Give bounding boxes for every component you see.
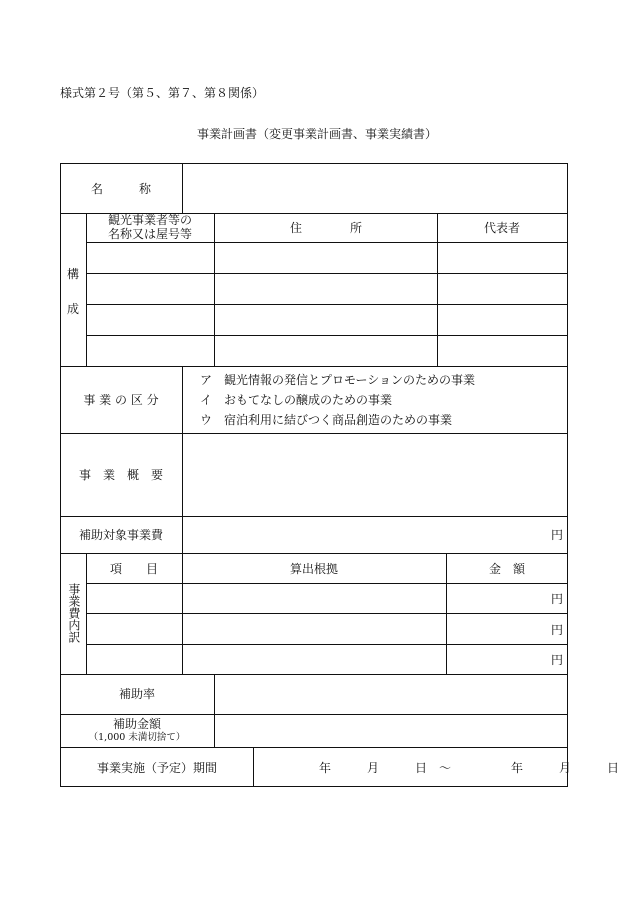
breakdown-amount-cell[interactable]	[448, 615, 548, 643]
breakdown-side-label: 事業費内訳	[66, 583, 81, 643]
breakdown-row-divider	[86, 583, 568, 584]
composition-address-cell[interactable]	[216, 337, 436, 365]
breakdown-item-cell[interactable]	[88, 646, 180, 673]
breakdown-basis-cell[interactable]	[184, 615, 444, 643]
period-value[interactable]: 年 月 日 ～ 年 月 日	[319, 761, 620, 775]
composition-name-cell[interactable]	[88, 275, 212, 303]
breakdown-amount-unit: 円	[551, 592, 564, 606]
category-option-i[interactable]: イ おもてなしの醸成のための事業	[200, 393, 393, 407]
row-divider	[60, 747, 568, 748]
composition-row-divider	[86, 242, 568, 243]
composition-row-divider	[86, 335, 568, 336]
breakdown-row-divider	[86, 644, 568, 645]
composition-address-cell[interactable]	[216, 275, 436, 303]
period-column-divider	[253, 747, 254, 787]
overview-field[interactable]	[184, 435, 566, 515]
row-divider	[60, 366, 568, 367]
row-divider	[60, 674, 568, 675]
composition-address-cell[interactable]	[216, 306, 436, 334]
composition-representative-cell[interactable]	[439, 306, 566, 334]
name-field[interactable]	[184, 165, 566, 211]
breakdown-basis-cell[interactable]	[184, 585, 444, 612]
overview-label: 事 業 概 要	[78, 468, 164, 482]
breakdown-amount-cell[interactable]	[448, 646, 548, 673]
composition-name-cell[interactable]	[88, 337, 212, 365]
composition-representative-cell[interactable]	[439, 337, 566, 365]
composition-address-cell[interactable]	[216, 244, 436, 272]
category-label: 事 業 の 区 分	[83, 393, 159, 407]
document-title: 事業計画書（変更事業計画書、事業実績書）	[197, 127, 438, 141]
form-number: 様式第２号（第５、第７、第８関係）	[60, 86, 265, 100]
target-cost-label: 補助対象事業費	[78, 528, 164, 542]
composition-side-label-2: 成	[67, 302, 80, 316]
subsidy-rate-label: 補助率	[118, 687, 156, 701]
composition-column-divider	[214, 213, 215, 366]
breakdown-item-header: 項 目	[109, 562, 159, 576]
composition-name-cell[interactable]	[88, 244, 212, 272]
period-label: 事業実施（予定）期間	[96, 761, 218, 775]
composition-row-divider	[86, 273, 568, 274]
subsidy-amount-note: （1,000 未満切捨て）	[88, 732, 186, 743]
label-column-divider	[182, 366, 183, 516]
composition-name-cell[interactable]	[88, 306, 212, 334]
subsidy-amount-label: 補助金額	[112, 717, 162, 731]
breakdown-column-divider	[446, 553, 447, 674]
row-divider	[60, 714, 568, 715]
rate-column-divider	[214, 674, 215, 747]
category-option-a[interactable]: ア 観光情報の発信とプロモーションのための事業	[200, 373, 476, 387]
composition-column-divider	[437, 213, 438, 366]
composition-side-divider	[86, 213, 87, 366]
label-column-divider	[182, 516, 183, 553]
target-cost-field[interactable]	[184, 518, 546, 552]
breakdown-amount-header: 金 額	[488, 562, 526, 576]
name-column-divider	[182, 163, 183, 213]
breakdown-side-divider	[86, 553, 87, 674]
breakdown-basis-header: 算出根拠	[289, 562, 339, 576]
row-divider	[60, 553, 568, 554]
composition-representative-cell[interactable]	[439, 275, 566, 303]
composition-row-divider	[86, 304, 568, 305]
breakdown-item-cell[interactable]	[88, 585, 180, 612]
breakdown-basis-cell[interactable]	[184, 646, 444, 673]
composition-address-header: 住 所	[289, 221, 363, 235]
target-cost-unit: 円	[551, 528, 564, 542]
subsidy-amount-field[interactable]	[216, 716, 566, 746]
breakdown-amount-cell[interactable]	[448, 585, 548, 612]
category-option-u[interactable]: ウ 宿泊利用に結びつく商品創造のための事業	[200, 413, 453, 427]
breakdown-amount-unit: 円	[551, 653, 564, 667]
row-divider	[60, 516, 568, 517]
breakdown-column-divider	[182, 553, 183, 674]
subsidy-rate-field[interactable]	[216, 676, 566, 713]
breakdown-amount-unit: 円	[551, 623, 564, 637]
name-label: 名 称	[90, 182, 152, 196]
breakdown-item-cell[interactable]	[88, 615, 180, 643]
row-divider	[60, 433, 568, 434]
composition-side-label-1: 構	[67, 267, 80, 281]
composition-representative-header: 代表者	[483, 221, 521, 235]
composition-name-header-line1: 観光事業者等の	[107, 213, 193, 227]
composition-representative-cell[interactable]	[439, 244, 566, 272]
breakdown-row-divider	[86, 613, 568, 614]
composition-name-header-line2: 名称又は屋号等	[107, 227, 193, 241]
